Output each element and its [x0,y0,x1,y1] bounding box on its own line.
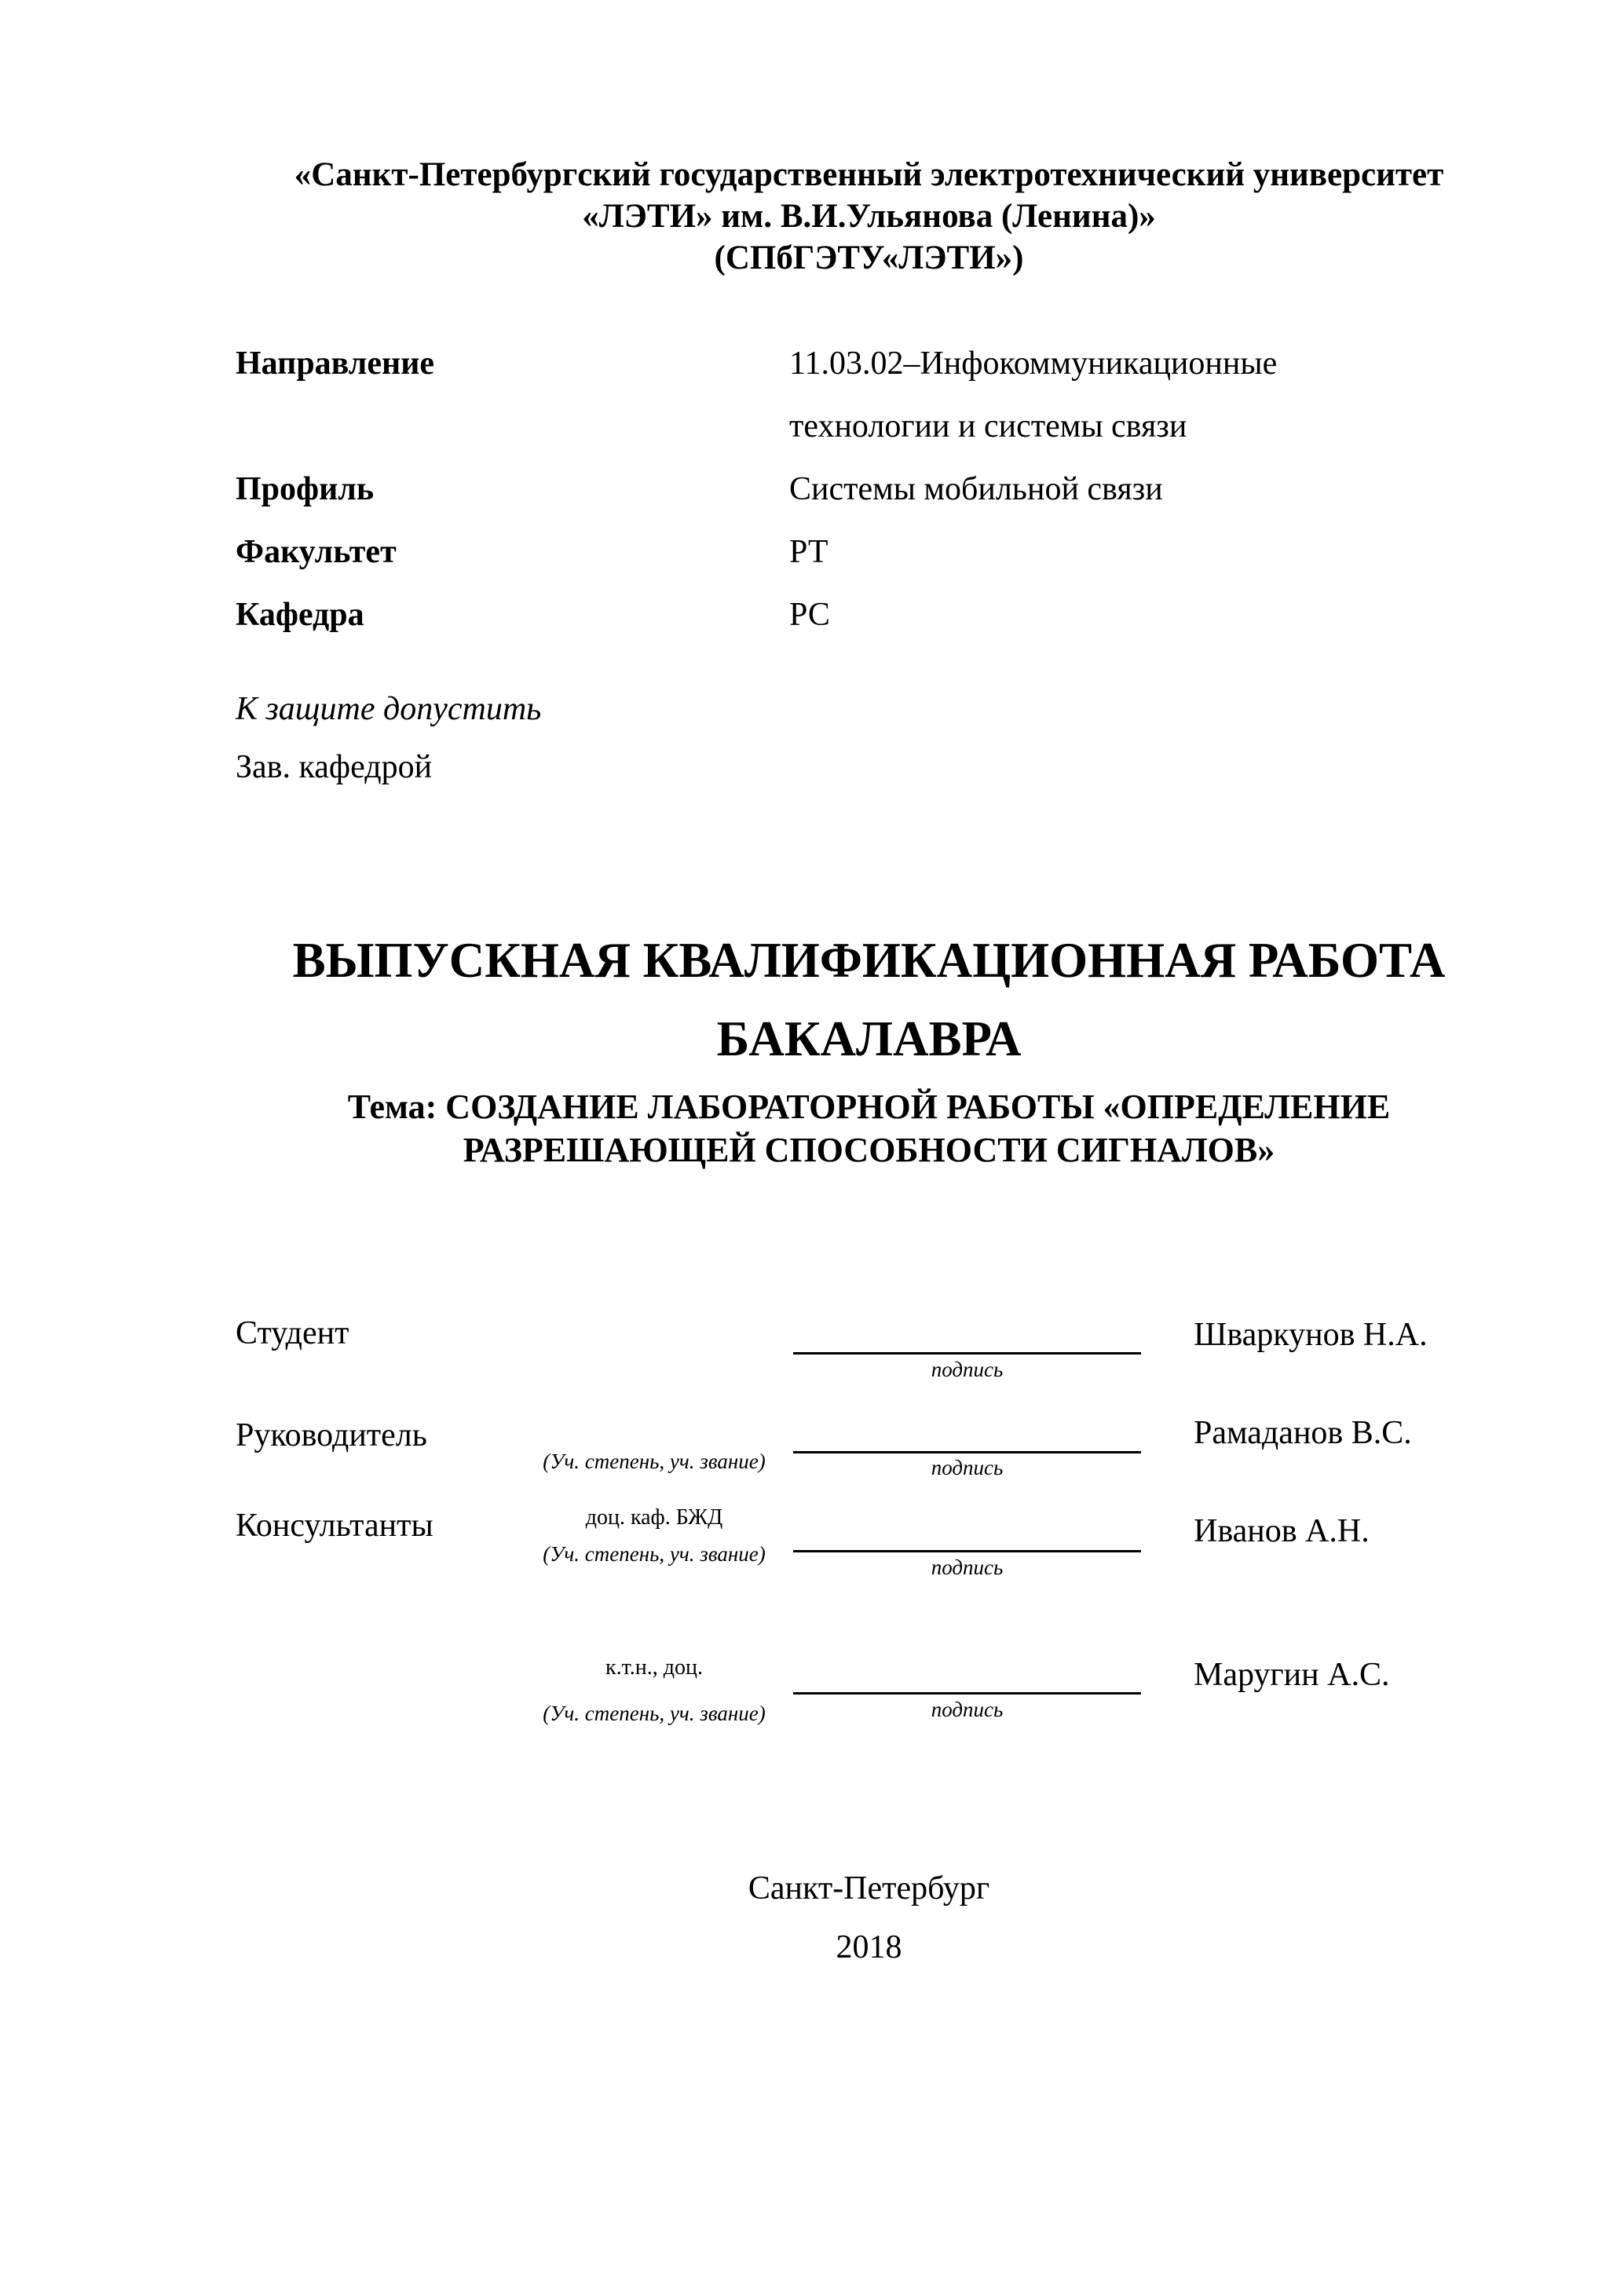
signature-name-student: Шваркунов Н.А. [1194,1317,1428,1353]
signature-line-student [793,1352,1141,1355]
work-title-line-2: БАКАЛАВРА [716,1011,1022,1066]
work-theme [232,1085,1506,1172]
info-label-empty [236,395,789,458]
admission-block [236,680,541,796]
signature-name-supervisor: Рамаданов В.С. [1194,1415,1412,1451]
signature-caption-supervisor: подпись [931,1456,1004,1479]
info-value-faculty: РТ [789,534,828,570]
footer-city: Санкт-Петербург [748,1870,990,1907]
info-label-department: Кафедра [236,597,364,633]
signature-role-consultants: Консультанты [236,1508,433,1544]
info-label-profile: Профиль [236,471,375,507]
header-line-3: (СПбГЭТУ«ЛЭТИ») [714,239,1024,276]
degree-caption-consultant-1: (Уч. степень, уч. звание) [543,1542,766,1566]
info-value-department: РС [789,597,830,633]
signature-role-supervisor: Руководитель [236,1417,427,1453]
degree-text-consultant-1: доц. каф. БЖД [585,1505,723,1530]
department-head-label: Зав. кафедрой [236,749,433,785]
signature-name-consultant-1: Иванов А.Н. [1194,1513,1370,1549]
program-info [236,332,1374,646]
degree-text-consultant-2: к.т.н., доц. [605,1655,703,1680]
info-label-faculty: Факультет [236,534,397,570]
signature-line-supervisor [793,1451,1141,1453]
signature-name-consultant-2: Маругин А.С. [1194,1657,1390,1693]
admission-note: К защите допустить [236,691,542,727]
header-line-2: «ЛЭТИ» им. В.И.Ульянова (Ленина)» [582,198,1156,235]
theme-line-1: Тема: СОЗДАНИЕ ЛАБОРАТОРНОЙ РАБОТЫ «ОПРЕДЕЛЕНИЕ [347,1088,1391,1126]
work-title-line-1: ВЫПУСКНАЯ КВАЛИФИКАЦИОННАЯ РАБОТА [292,933,1446,988]
signature-role-student: Студент [236,1315,349,1351]
signature-line-consultant-1 [793,1550,1141,1552]
info-value-direction-line1: 11.03.02–Инфокоммуникационные [789,345,1278,382]
theme-line-2: РАЗРЕШАЮЩЕЙ СПОСОБНОСТИ СИГНАЛОВ» [463,1131,1275,1169]
signature-caption-consultant-1: подпись [931,1556,1004,1579]
info-value-direction-line2: технологии и системы связи [789,408,1187,444]
degree-caption-consultant-2: (Уч. степень, уч. звание) [543,1702,766,1725]
info-label-direction: Направление [236,345,435,382]
signature-line-consultant-2 [793,1692,1141,1695]
footer-year: 2018 [836,1929,902,1965]
signature-caption-student: подпись [931,1358,1004,1381]
info-value-profile: Системы мобильной связи [789,471,1163,507]
header-line-1: «Санкт-Петербургский государственный электротехнический университет [294,156,1444,193]
degree-caption-supervisor: (Уч. степень, уч. звание) [543,1450,766,1473]
university-header [232,154,1506,279]
signature-caption-consultant-2: подпись [931,1698,1004,1721]
